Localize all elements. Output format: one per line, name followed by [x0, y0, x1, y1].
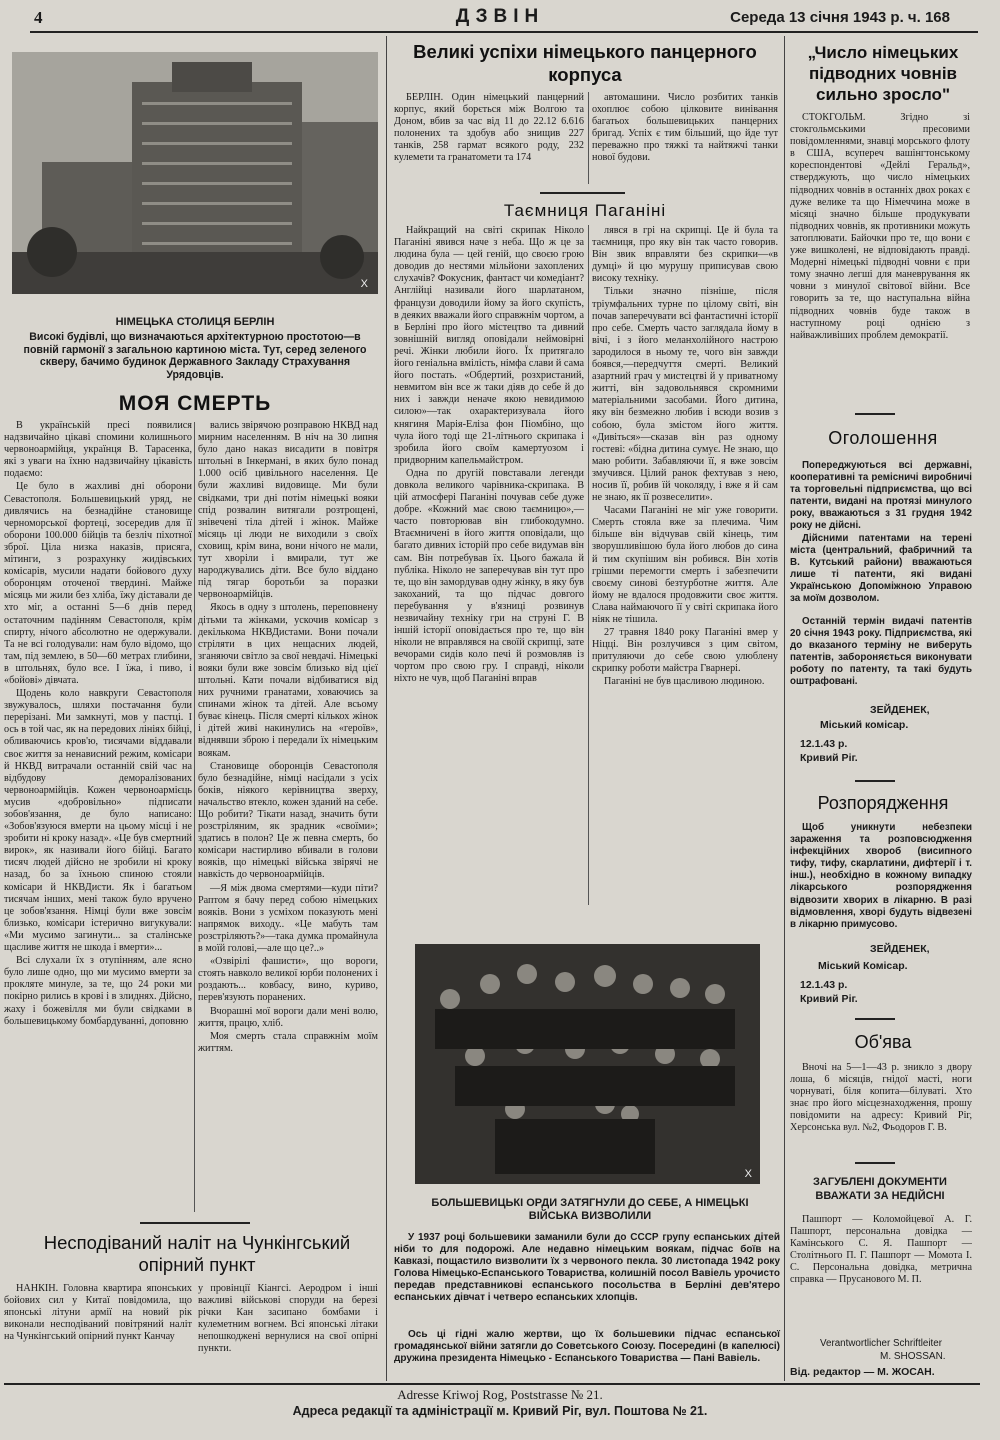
section-rule — [855, 413, 895, 415]
masthead — [30, 6, 970, 30]
page-number: 4 — [34, 8, 43, 27]
panzer-col1: БЕРЛІН. Один німецький панцерний корпус, який борється між Волгою та Доном, вбив за час від 11 до 22.12 6.616 полонених та здобув або знищив 227 танків, 258 гармат всякого роду, 232 кулемети та гранатомети та 174 — [394, 92, 584, 164]
rozporyadzhennya-body: Щоб уникнути небезпеки зараження та розповсюдження інфекційних хвороб (висипного тифу, тифу, скарлатини, дифтерії і т. інш.), необхідно в кожному випадку лікарського розпорядження відвозити хворих в лікарню. В разі відмовлення, хворі будуть відвезені в лікарню примусово. — [790, 822, 972, 930]
paragraph: Моя смерть стала справжнім моїм життям. — [198, 1030, 378, 1054]
group-portrait-image — [415, 944, 760, 1184]
paragraph: Щодень коло навкруги Севастополя звужувалось, шляхи постачання були перерізані. Ми замкнуті, мов у пастці. І ось в той час, як на передових лініях бійці, обливаючись кров'ю, тисячами віддавали своє життя за ненависний режим, комісари й НКВД витрачали останній свій час на відбудову деморалізованих червоноармійців. Кожен червоноармієць мусив «добровільно» підписати зобов'язання, де було написано: «Зобов'язуюся вмерти на цьому місці і не зробити ні кроку назад». «Це був смертний вирок», як називали його бійці. Багато тисяч людей дійсно не зробили ні кроку назад, бо за їхньою спиною стояли комісари й НКВДисти. Як і багатьом тисячам інших, мені також було вручено це зобов'язання. Німці були вже зовсім близько, комісари істерично вигукували: «Ми мусимо загинути... за сталінське щасливе життя не шкода і вмерти»... — [4, 688, 192, 954]
section-rule — [855, 780, 895, 782]
editor-name: Від. редактор — М. ЖОСАН. — [790, 1366, 935, 1378]
paragraph: Одна по другій повставали легенди довкола великого чарівника-скрипака. В цій атмосфері Паганіні почував себе дуже добре. «Кожний має свою таємницю»,—часто повторював він глибокодумно. Втаємничені в його життя оповідали, що багато дивних історій про себе видумав він сам. Він потребував їх. Цього бажала й публіка. Ніколо не заперечував він тут про те, що він замордував одну жінку, в яку був закоханий, та що підчас довгого перебування у в'язниці розвинув незвичайну техніку гри на струні Г. В іншій історії оповідається про те, що він ніколи не вправлявся на своїй скрипці, зате вечорами сидів коло печі й розмовляв із чортом про свою гру. І справді, ніколи ніхто не чув, щоб Паганіні вправ — [394, 467, 584, 685]
column-divider — [784, 36, 785, 1381]
ogoloshennya-title: Оголошення — [828, 428, 938, 448]
ogol-sig-name: ЗЕЙДЕНЕК, — [870, 704, 930, 716]
photo-mark: X — [360, 278, 368, 290]
column-divider — [386, 36, 387, 1381]
section-rule — [540, 192, 625, 194]
rozp-sig-place: Кривий Ріг. — [800, 993, 858, 1005]
ogol-sig-date: 12.1.43 р. — [800, 738, 848, 750]
ogol-sig-role: Міський комісар. — [820, 719, 909, 731]
footer-address-ua: Адреса редакції та адміністрації м. Кривий Ріг, вул. Поштова № 21. — [292, 1404, 708, 1418]
spanish-children-photo — [415, 944, 760, 1184]
footer-rule — [4, 1383, 980, 1385]
ogol-sig-place: Кривий Ріг. — [800, 752, 858, 764]
paragraph: Якось в одну з штолень, переповнену дітьми та жінками, ускочив комісар з декількома НКВДистами. Вони почали стріляти в цих нещасних людей, зганяючи світло за свої невдачі. Німецькі вояки були вже зовсім близько від цієї штольні. Кати почали відбиватися від них ручними гранатами, ховаючись за спинами жінок та дітей. Але всьому буває кінець. Після смерті кількох жінок і дітей живі накинулись на «героїв», віднявши зброю і передали їх німецьким воякам. — [198, 602, 378, 759]
panzer-title: Великі успіхи німецького панцерного корпуса — [413, 41, 757, 85]
paganini-col2 — [592, 225, 778, 915]
rozp-sig-name: ЗЕЙДЕНЕК, — [870, 943, 930, 955]
submarines-body: СТОКГОЛЬМ. Згідно зі стокгольмськими пресовими повідомленнями, знавці морського флоту в США, всупереч вашінгтонському кореспондентові «Дейлі Геральд», стверджують, що число німецьких підводних човнів в останніх двох роках є дуже велике та що Німеччина може в місяці значно більше продукувати підводних човнів, як противники можуть затоплювати. Байочки про те, що вони є уже вишколені, не відповідають правді. Модерні німецькі підводні човни є при тому значно легші для маневрування як човни з минулої світової війни. Все говорить за те, що наступальна війна підводних човнів буде також в наступному році однією з найважливіших проблем демократії. — [790, 112, 970, 341]
section-rule — [855, 1018, 895, 1020]
spain-caption-p2: Ось ці гідні жалю жертви, що їх большевики підчас еспанської громадянської війни затягли до Советського Союзу. Посередині (в капелюсі) дружина президента Німецько - Еспанського Товариства — Пані Вавіель. — [394, 1329, 780, 1365]
ogoloshennya-p1: Попереджуються всі державні, кооперативні та ремісничі виробничі та торговельні підприємства, що всі патенти, видані на протязі минулого року, вважаються з 31 грудня 1942 року не дійсні. — [790, 460, 972, 532]
editor-label: Verantwortlicher Schriftleiter — [820, 1338, 942, 1349]
section-rule — [855, 1162, 895, 1164]
section-rule — [140, 1222, 250, 1224]
rozp-sig-role: Міський Комісар. — [818, 960, 908, 972]
column-divider — [588, 92, 589, 184]
photo-mark: X — [744, 1168, 752, 1180]
paragraph: Це було в жахливі дні оборони Севастополя. Большевицький уряд, не дивлячись на безнадійне становище черноморської фортеці, зосередив для її оборони 100.000 бійців та безліч піхотної зброї. Ціла низка наказів, присяга, мітинги, з розрахунку жидівських комісарів, мусили надати бойового духу оборонцям оточеної твердині. Майже місяць ми жили без хліба, їжу діставали де хто міг, а останні 5—6 днів перед остаточним падінням Севастополя, крім спирту, нічого абсолютно не одержували. Та не всі голодували: нам було відомо, що там, під землею, в 50—60 метрах глибини, в штольнях, було все. І їжа, і пиво, і «бойові» дівчата. — [4, 481, 192, 686]
paragraph: Часами Паганіні не міг уже говорити. Смерть стояла вже за плечима. Чим більше він відчував свій кінець, тим зворушливішою була його любов до сина й тим скупішим він робився. Він хотів грішми перемогти смерть і забезпечити своєму синові безтурботне життя. Але йому не вдалося продовжити своє життя. Слава наймаючого її у світі скрипака його ніяк не тішила. — [592, 505, 778, 625]
berlin-caption-title: НІМЕЦЬКА СТОЛИЦЯ БЕРЛІН — [115, 316, 275, 328]
paragraph: Всі слухали їх з отупінням, але ясно було лише одно, що ми мусимо вмерти за прокляте минуле, за те, що 24 роки ми покірно рились в крові і в злиднях. Дійсно, жаху і божевілля ми були свідками в большевицькому бомбардуванні, доповню — [4, 955, 192, 1027]
newspaper-title: ДЗВІН — [455, 6, 545, 27]
berlin-caption: Високі будівлі, що визначаються архітектурною простотою—в повній гармонії з загальною картиною міста. Тут, серед зеленого скверу, бачимо будинок Державного Закладу Страхування Урядовців. — [23, 331, 367, 381]
rozporyadzhennya-title: Розпорядження — [817, 793, 949, 813]
paragraph: «Озвірілі фашисти», що вороги, стоять навколо великої юрби полонених і роздають... ковбасу, вино, куриво, перев'язують поранених. — [198, 956, 378, 1004]
chunking-title: Несподіваний наліт на Чункінгський опірний пункт — [43, 1232, 351, 1275]
paganini-col1 — [394, 225, 584, 915]
submarines-title: „Число німецьких підводних човнів сильно зросло" — [807, 43, 959, 104]
chunking-col1: НАНКІН. Головна квартира японських бойових сил у Китаї повідомила, що японські літуни армії на новий рік виконали несподіваний повітряний наліт на Чункінгський опірний пункт Канчау — [4, 1283, 192, 1343]
paragraph: вались звірячою розправою НКВД над мирним населенням. В ніч на 30 липня було дано наказ висадити в повітря штольні в Інкермані, в яких було понад 1.000 осіб цивільного населення. Це були жахливі видовище. Ми були свідками, три дні потім німецькі вояки спід розвалин витягали розтрощені, знівечені тіла дітей і жінок. Майже місяць ці люди не виходили з своїх сховищ, крім вина, вони нічого не мали, тут хворіли і вмирали, тут же народжувались діти. Все було віддано під тягар боротьби за поразки червоноармійців. — [198, 420, 378, 601]
moya-smert-title: МОЯ СМЕРТЬ — [118, 392, 272, 415]
paragraph: Паганіні не був щасливою людиною. — [604, 676, 765, 688]
paragraph: Найкращий на світі скрипак Ніколо Паганіні явився наче з неба. Що ж це за людина була — цей геній, що своєю грою доводив до нестями мільйони захоплених слухачів? Фокусник, фантаст чи комедіант? Англійці називали його шарлатаном, французи доводили йому за його скупість, в деяких вважали його справжнім чортом, а в Берліні про його містецтво та дивний зовнішній вигляд оповідали неймовірні речі. Жінки любили його. Їх притягало його геніальна вмілість, німфа слави й сама його постать. «Обдертий, розхристаний, невмитом він все ж таки діяв до себе й до них і завжди неначе якою невидимою силою»—так охарактеризувала його княгиня Марія-Еліза фон Піомбіно, що чула його тоді ще 21-літнього скрипака і зробила його своїм камертуозом і придворним капельмайстром. — [394, 225, 584, 466]
moya-smert-col1 — [4, 420, 192, 1215]
paragraph: Вчорашні мої вороги дали мені волю, життя, працю, хліб. — [198, 1005, 378, 1029]
berlin-photo — [12, 52, 378, 294]
obyava-title: Об'ява — [854, 1032, 912, 1052]
paragraph: В українській пресі появилися надзвичайно цікаві спомини колишнього червоноармійця, українця В. Тарасенка, які з уваги на їхню надзвичайну цікавість подаємо: — [4, 420, 192, 480]
moya-smert-col2 — [198, 420, 378, 1215]
editor-name-latin: M. SHOSSAN. — [880, 1351, 946, 1362]
spain-caption-title: БОЛЬШЕВИЦЬКІ ОРДИ ЗАТЯГНУЛИ ДО СЕБЕ, А НІМЕЦЬКІ ВІЙСЬКА ВИЗВОЛИЛИ — [431, 1197, 749, 1222]
ogoloshennya-p3: Останній термін видачі патентів 20 січня 1943 року. Підприємства, які до вказаного терміну не виберуть патентів, забороняється виконувати роботу по патенту, та такі будуть оштрафовані. — [790, 616, 972, 688]
column-divider — [588, 225, 589, 905]
paragraph: Становище оборонців Севастополя було безнадійне, німці насідали з усіх боків, ніякого керівництва зверху, начальство втекло, кожен зданий на себе. Що робити? Тікати назад, значить бути розстріляним, як зрадник «своїми»; здатись в полон? Це ж певна смерть, бо комісари настирливо вбивали в голови вояків, що німецькі війська звірячі не навкість до червоноармійців. — [198, 760, 378, 881]
ogoloshennya-p2: Дійсними патентами на терені міста (центральний, фабричний та В. Кутський райони) вважаються лише ті патенти, які видані Українською Допоміжною Управою за моїм дозволом. — [790, 533, 972, 605]
column-divider — [194, 422, 195, 1212]
obyava-body: Вночі на 5—1—43 р. зникло з двору лоша, 6 місяців, гнідої масті, ноги чорнуваті, біля копита—білуваті. Хто знає про його місцезнаходження, прошу повідомити на адресу: Кривий Ріг, Херсонська вул. №2, Фьодоров Г. В. — [790, 1062, 972, 1134]
masthead-rule — [30, 31, 978, 33]
chunking-col2: у провінції Кіангсі. Аеродром і інші важливі військові споруди на березі річки Кан засипано бомбами і кулеметним вогнем. Всі японські літаки непошкоджені вернулися на свої опірні пункти. — [198, 1283, 378, 1355]
lost-docs-body: Пашпорт — Коломойцевої А. Г. Пашпорт, персональна довідка — Камінського С. Я. Пашпорт — Столітнього П. Г. Пашпорт — Момота І. С. Персональна довідка, метрична справка — Прусанового М. П. — [790, 1214, 972, 1286]
paragraph: 27 травня 1840 року Паганіні вмер у Ніцці. Він розлучився з цим світом, притуляючи до себе свою улюблену скрипку роботи майстра Гварнері. — [592, 627, 778, 675]
panzer-col2: автомашини. Число розбитих танків охоплює собою цілковите винівання багатьох большевицьких панцерних бригад. Успіх є тим більший, що йде тут переважно про тяжкі та найтяжчі танки нової будови. — [592, 92, 778, 164]
footer-address-de: Adresse Kriwoj Rog, Poststrasse № 21. — [397, 1387, 603, 1402]
rozp-sig-date: 12.1.43 р. — [800, 979, 848, 991]
paragraph: лявся в грі на скрипці. Це й була та таємниця, про яку він так часто говорив. Він звик вправляти без скрипки—«в думці» й цю мурушу приписував свою високу технікy. — [592, 225, 778, 285]
paragraph: —Я між двома смертями—куди піти? Раптом я бачу перед собою німецьких вояків. Вони з усміхом показують мені напрямок виходу.. «Це мабуть там розстріляють?»—така думка промайнула в моїй голові,—але що це?..» — [198, 882, 378, 955]
spain-caption-p1: У 1937 році большевики заманили були до СССР групу еспанських дітей ніби то для подорожі. Але недавно німецьким воякам, підчас боїв на Кавказі, пощастило визволити їх з червоного пекла. 30 листопада 1942 року Голова Німецько-Еспанського Товариства, колишній посол Вавіель урочисто передав представникові еспанського посольства в Берліні дев'ятеро еспанських дівчат і четверо еспанських хлопців. — [394, 1232, 780, 1304]
lost-docs-title: ЗАГУБЛЕНІ ДОКУМЕНТИ ВВАЖАТИ ЗА НЕДІЙСНІ — [813, 1176, 947, 1202]
paganini-title: Таємниця Паганіні — [503, 201, 667, 220]
berlin-building-image — [12, 52, 378, 294]
issue-date: Середа 13 січня 1943 р. ч. 168 — [730, 9, 950, 26]
paragraph: Тільки значно пізніше, після тріумфальних турне по цілому світі, він почав заперечувати всі фантастичні історії про себе. Смерть часто заглядала йому в вічі, і з його меланхолійного настрою зародилося в ньому те, чого він завжди боявся,—передчуття смерті. Великий азартний грач у мистецтві й у приватному житті, він задовольнявся скромними матеріальними засобами. Його дитина, яку він безмежно любив і всюди возив з собою, була змістом його життя. «Дивіться»—сказав він раз одному гостеві: «бідна дитина сумує. Не знаю, що маю робити. Забавляючи її, я вже зовсім змучився. Цілий ранок фехтував з нею, носив її, робив їй чоколяду, і вже я й сам не знаю, як її розвеселити». — [592, 286, 778, 504]
